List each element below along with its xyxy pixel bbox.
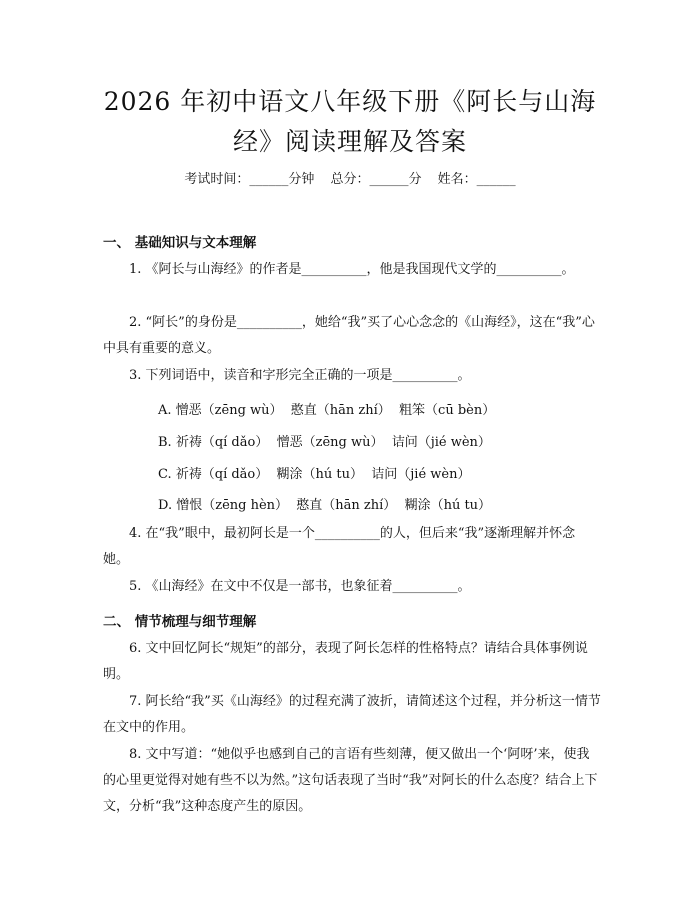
section-heading-1: 一、 基础知识与文本理解 [103,235,257,251]
question-3-option-d: D. 憎恨（zēng hèn） 憨直（hān zhí） 糊涂（hú tu） [158,498,492,513]
title-line-2: 经》阅读理解及答案 [232,127,467,156]
question-3: 3. 下列词语中，读音和字形完全正确的一项是__________。 [129,368,471,383]
question-4: 4. 在“我”眼中，最初阿长是一个__________的人，但后来“我”逐渐理解并怀念她。 [103,526,576,567]
question-3-option-a: A. 憎恶（zēng wù） 憨直（hān zhí） 粗笨（cū bèn） [158,403,496,418]
question-6: 6. 文中回忆阿长“规矩”的部分，表现了阿长怎样的性格特点？请结合具体事例说明。 [103,641,588,682]
question-8: 8. 文中写道：“她似乎也感到自己的言语有些刻薄，便又做出一个‘阿呀’来，使我的心里更觉得对她有些不以为然。”这句话表现了当时“我”对阿长的什么态度？结合上下文，分析“我”这种态度产生的原因。 [103,747,598,814]
question-3-option-b: B. 祈祷（qí dǎo） 憎恶（zēng wù） 诘问（jié wèn） [158,435,491,450]
total-score-field: 总分：______分 [330,172,422,187]
exam-meta [0,168,700,187]
section-heading-2: 二、 情节梳理与细节理解 [103,614,257,630]
exam-time-field: 考试时间：______分钟 [184,172,315,187]
question-1: 1. 《阿长与山海经》的作者是__________，他是我国现代文学的__________。 [129,262,575,277]
student-name-field: 姓名：______ [437,172,516,187]
question-2: 2. “阿长”的身份是__________，她给“我”买了心心念念的《山海经》，这在“我”心中具有重要的意义。 [103,315,595,356]
question-3-option-c: C. 祈祷（qí dǎo） 糊涂（hú tu） 诘问（jié wèn） [158,467,471,482]
page-title [60,82,640,162]
question-5: 5. 《山海经》在文中不仅是一部书，也象征着__________。 [129,579,471,594]
title-line-1: 2026 年初中语文八年级下册《阿长与山海 [103,87,597,116]
question-7: 7. 阿长给“我”买《山海经》的过程充满了波折，请简述这个过程，并分析这一情节在文中的作用。 [103,694,601,735]
